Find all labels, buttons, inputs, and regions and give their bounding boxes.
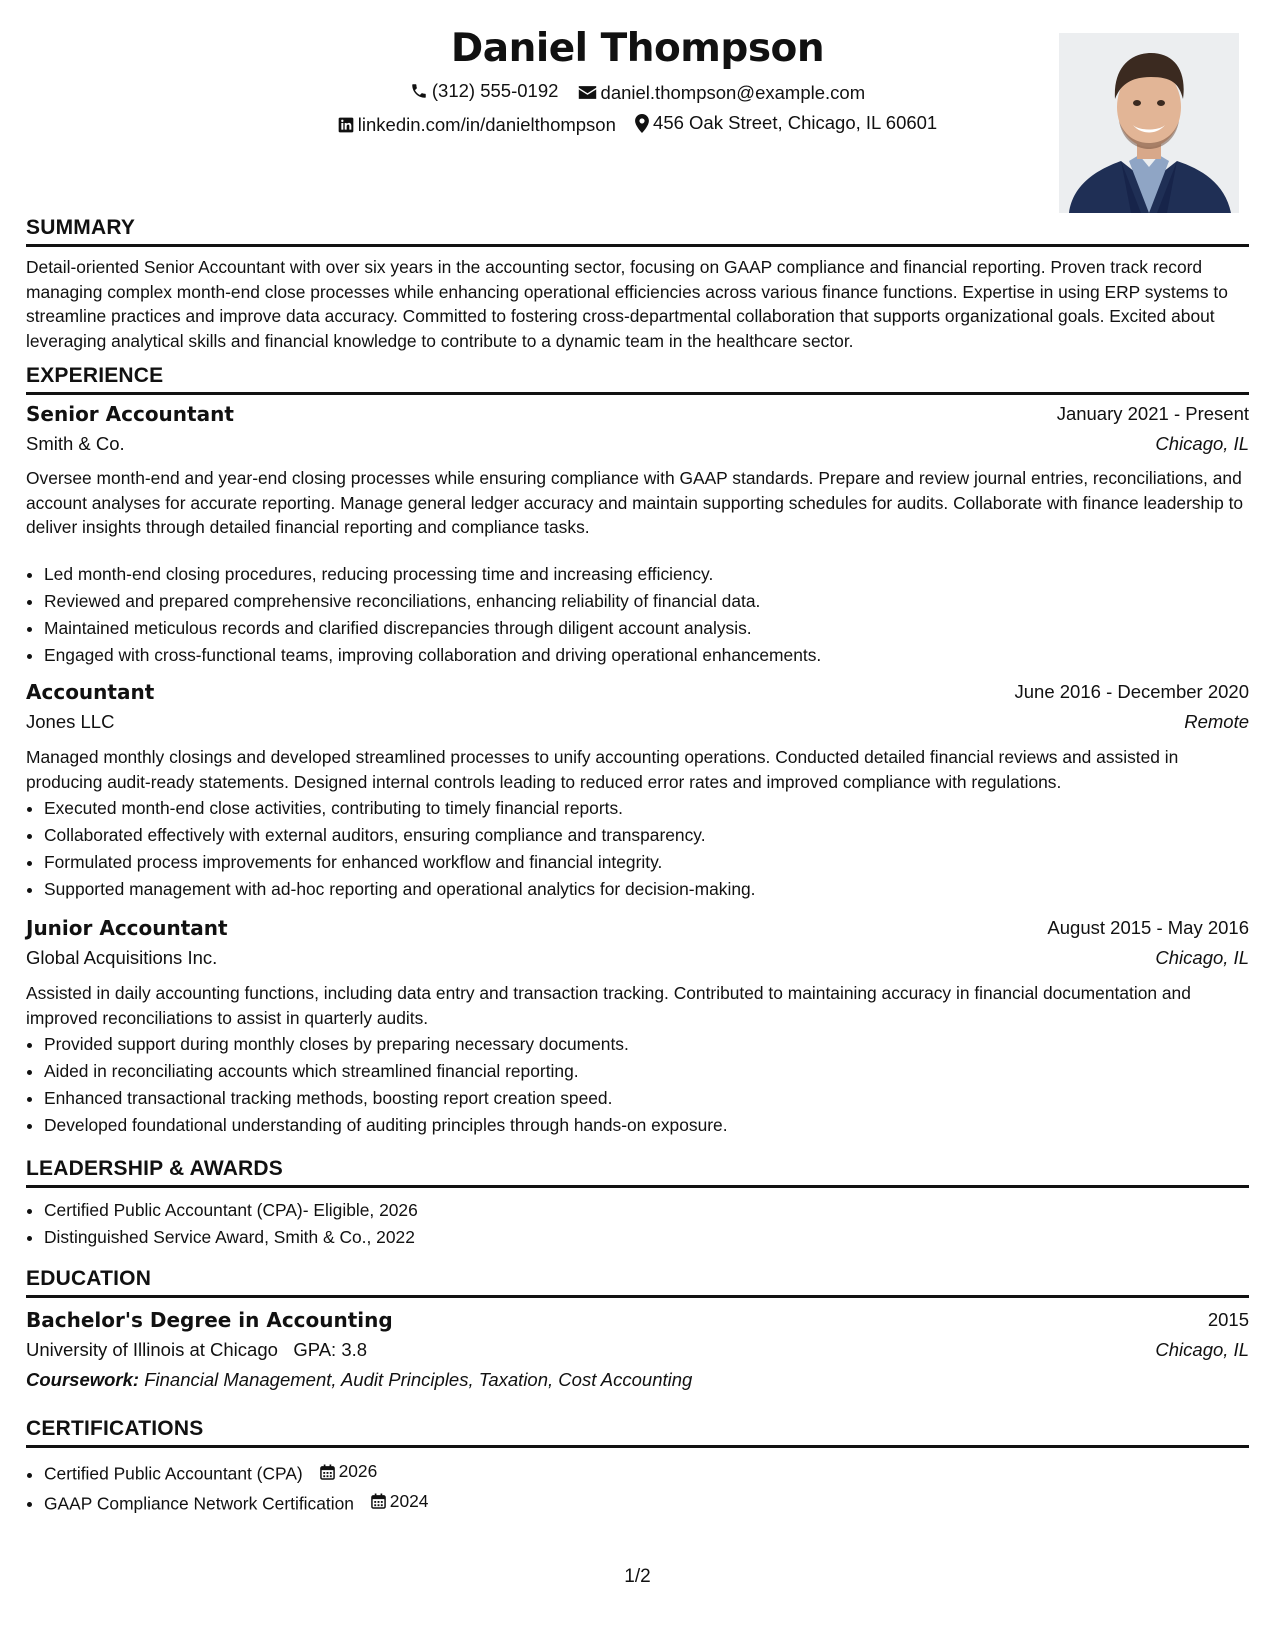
- calendar-icon: [371, 1493, 386, 1509]
- job-description: Assisted in daily accounting functions, including data entry and transaction tracking. Contributed to maintaining accuracy in financial documentation and improved reconciliations to assist in quarterly audits.: [26, 983, 1191, 1028]
- school-line: [26, 1339, 367, 1361]
- education-heading: EDUCATION: [26, 1267, 1249, 1298]
- job-dates: August 2015 - May 2016: [1047, 917, 1249, 938]
- email-contact[interactable]: [578, 82, 866, 104]
- job-location: Chicago, IL: [1155, 947, 1249, 968]
- certification-name: Certified Public Accountant (CPA): [44, 1463, 303, 1484]
- list-item: [44, 1458, 1244, 1488]
- job-dates: January 2021 - Present: [1056, 403, 1249, 424]
- list-item: • Collaborated effectively with external auditors, ensuring compliance and transparency.: [44, 822, 1244, 849]
- job-dates: June 2016 - December 2020: [1014, 681, 1249, 702]
- leadership-heading: LEADERSHIP & AWARDS: [26, 1157, 1249, 1188]
- list-item: • Aided in reconciliating accounts which streamlined financial reporting.: [44, 1058, 1244, 1085]
- job-location: Chicago, IL: [1155, 433, 1249, 454]
- list-item: • Formulated process improvements for enhanced workflow and financial integrity.: [44, 849, 1244, 876]
- phone-contact[interactable]: [410, 80, 559, 102]
- list-item: • Led month-end closing procedures, reducing processing time and increasing efficiency.: [44, 561, 1244, 588]
- linkedin-text: linkedin.com/in/danielthompson: [357, 113, 616, 135]
- list-item: • Provided support during monthly closes by preparing necessary documents.: [44, 1031, 1244, 1058]
- calendar-icon: [320, 1464, 335, 1480]
- list-item: • Certified Public Accountant (CPA)- Eligible, 2026: [44, 1197, 1244, 1224]
- linkedin-icon: [338, 117, 354, 133]
- job-title: Junior Accountant: [26, 916, 228, 940]
- list-item: • Maintained meticulous records and clarified discrepancies through diligent account analysis.: [44, 615, 1244, 642]
- job-bullets: [26, 1031, 1244, 1139]
- job-company: Smith & Co.: [26, 433, 125, 454]
- summary-text: Detail-oriented Senior Accountant with over six years in the accounting sector, focusing on GAAP compliance and financial reporting. Proven track record managing complex month-end close processes while enhancing operational efficiencies across various finance functions. Expertise in using ERP systems to streamline practices and improve data accuracy. Committed to fostering cross-departmental collaboration that supports organizational goals. Excited about leveraging analytical skills and financial knowledge to contribute to a dynamic team in the healthcare sector.: [26, 257, 1228, 351]
- job-title: Senior Accountant: [26, 402, 234, 426]
- coursework-label: Coursework:: [26, 1369, 140, 1390]
- job-company: Jones LLC: [26, 711, 115, 732]
- leadership-list: [26, 1197, 1244, 1251]
- certifications-list: [26, 1458, 1244, 1517]
- job-description: Oversee month-end and year-end closing processes while ensuring compliance with GAAP standards. Prepare and review journal entries, reconciliations, and account analyses for accurate reporting. Manage general ledger accuracy and maintain supporting schedules for audits. Collaborate with finance leadership to deliver insights through detailed financial reporting and compliance tasks.: [26, 468, 1244, 537]
- email-text: daniel.thompson@example.com: [600, 81, 866, 103]
- job-location: Remote: [1184, 711, 1249, 732]
- address-text: 456 Oak Street, Chicago, IL 60601: [653, 112, 938, 133]
- list-item: • Developed foundational understanding of auditing principles through hands-on exposure.: [44, 1112, 1244, 1139]
- coursework-line: [26, 1369, 692, 1391]
- list-item: • Distinguished Service Award, Smith & Co., 2022: [44, 1224, 1244, 1251]
- list-item: • Reviewed and prepared comprehensive reconciliations, enhancing reliability of financial data.: [44, 588, 1244, 615]
- envelope-icon: [578, 85, 597, 100]
- job-title: Accountant: [26, 680, 155, 704]
- list-item: [44, 1488, 1244, 1518]
- certification-date: [371, 1488, 429, 1515]
- job-bullets: [26, 561, 1244, 669]
- certifications-heading: CERTIFICATIONS: [26, 1417, 1249, 1448]
- certification-name: GAAP Compliance Network Certification: [44, 1493, 354, 1513]
- resume-header: [26, 22, 1249, 218]
- graduation-year: 2015: [1207, 1309, 1249, 1330]
- list-item: • Supported management with ad-hoc reporting and operational analytics for decision-making.: [44, 876, 1244, 903]
- list-item: • Executed month-end close activities, contributing to timely financial reports.: [44, 795, 1244, 822]
- profile-photo: [1059, 33, 1239, 213]
- job-description: Managed monthly closings and developed streamlined processes to unify accounting operations. Conducted detailed financial reviews and assisted in producing audit-ready statements. Designed internal controls leading to reduced error rates and improved compliance with regulations.: [26, 747, 1179, 792]
- map-pin-icon: [635, 114, 649, 133]
- certification-date: [320, 1458, 378, 1485]
- address-contact: [635, 112, 937, 134]
- phone-text: (312) 555-0192: [431, 80, 559, 101]
- job-company: Global Acquisitions Inc.: [26, 947, 218, 968]
- coursework-list: Financial Management, Audit Principles, Taxation, Cost Accounting: [144, 1369, 693, 1390]
- certification-year: 2026: [338, 1461, 378, 1481]
- school-location: Chicago, IL: [1155, 1339, 1249, 1360]
- linkedin-contact[interactable]: [338, 114, 616, 136]
- phone-icon: [410, 82, 428, 100]
- summary-heading: SUMMARY: [26, 216, 1249, 247]
- list-item: • Engaged with cross-functional teams, improving collaboration and driving operational enhancements.: [44, 642, 1244, 669]
- experience-heading: EXPERIENCE: [26, 364, 1249, 395]
- candidate-name: Daniel Thompson: [450, 26, 825, 71]
- school-name: University of Illinois at Chicago: [26, 1339, 278, 1360]
- degree-title: Bachelor's Degree in Accounting: [26, 1308, 393, 1332]
- page-number: 1/2: [624, 1566, 651, 1587]
- job-bullets: [26, 795, 1244, 903]
- certification-year: 2024: [389, 1490, 429, 1511]
- list-item: • Enhanced transactional tracking methods, boosting report creation speed.: [44, 1085, 1244, 1112]
- gpa: GPA: 3.8: [293, 1339, 368, 1360]
